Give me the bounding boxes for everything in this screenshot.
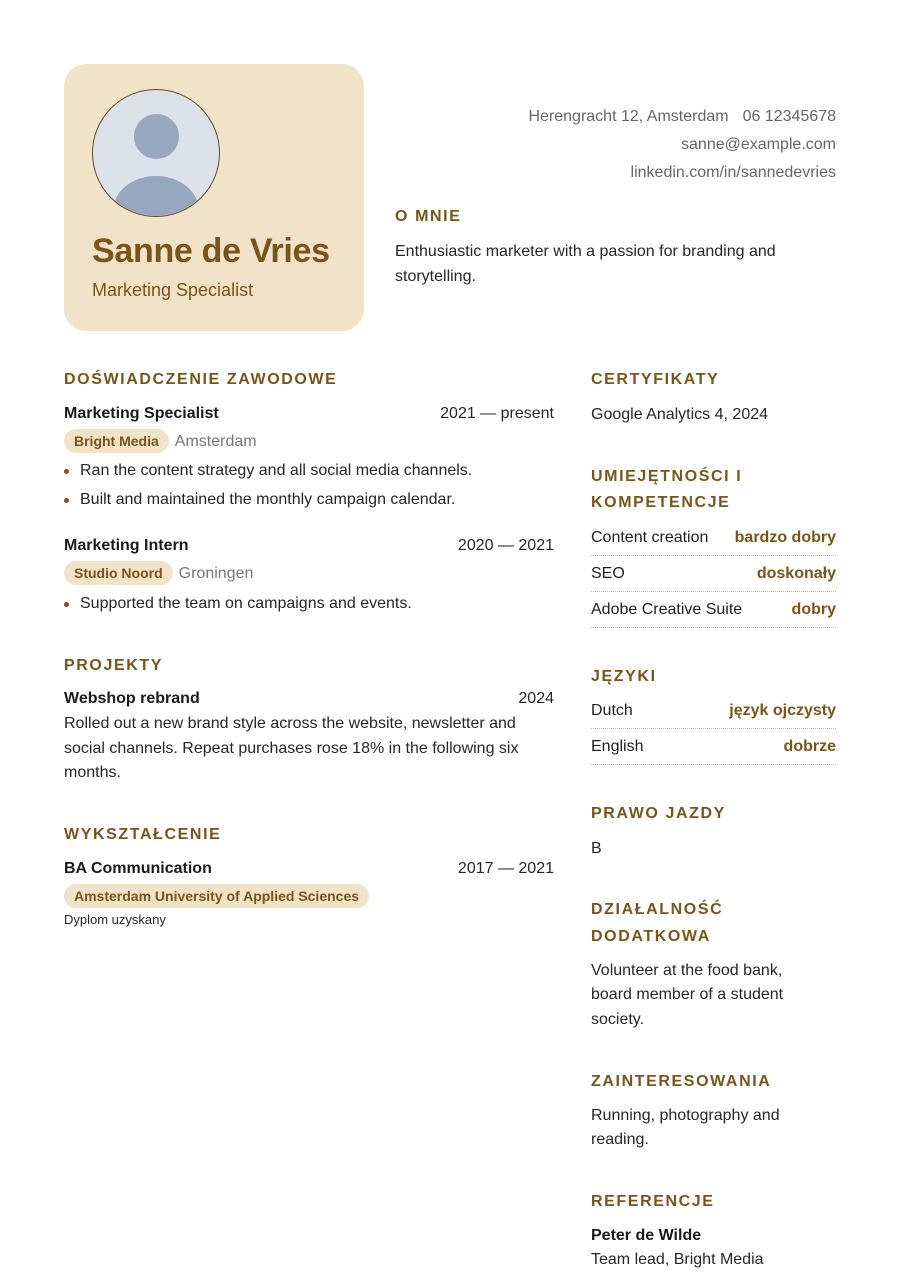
- phone: 06 12345678: [742, 108, 836, 125]
- candidate-name: Sanne de Vries: [92, 232, 330, 270]
- skill-name: Adobe Creative Suite: [591, 600, 743, 618]
- email[interactable]: sanne@example.com: [681, 136, 836, 153]
- job-location: Groningen: [178, 565, 254, 582]
- project-year: 2024: [518, 690, 554, 707]
- skill-level: dobry: [791, 600, 836, 618]
- avatar-body: [113, 176, 199, 217]
- language-row: [591, 693, 836, 729]
- project-desc-line: Rolled out a new brand style across the website, newsletter and: [64, 715, 516, 732]
- school-row: [64, 884, 369, 908]
- education-note: Dyplom uzyskany: [64, 912, 166, 927]
- activities-title-line: DODATKOWA: [591, 928, 711, 945]
- activities-line: society.: [591, 1011, 645, 1028]
- project-desc-line: months.: [64, 764, 121, 781]
- interests-title: ZAINTERESOWANIA: [591, 1073, 772, 1090]
- company-badge: Bright Media: [64, 429, 169, 453]
- job-dates: 2020 — 2021: [457, 537, 554, 554]
- about-text: Enthusiastic marketer with a passion for branding and storytelling.: [395, 243, 776, 285]
- language-level: język ojczysty: [729, 701, 836, 719]
- certificates-title: CERTYFIKATY: [591, 371, 720, 388]
- degree: BA Communication: [64, 860, 212, 877]
- job-dates: 2021 — present: [440, 405, 554, 422]
- skill-row: [591, 520, 836, 556]
- language-level: dobrze: [783, 737, 836, 755]
- skill-level: doskonały: [756, 564, 836, 582]
- job-company-row: [64, 429, 257, 453]
- skill-name: Content creation: [591, 528, 709, 546]
- languages-title: JĘZYKI: [591, 668, 657, 685]
- project-name: Webshop rebrand: [64, 690, 200, 707]
- certificate-item: Google Analytics 4, 2024: [591, 406, 769, 423]
- experience-title: DOŚWIADCZENIE ZAWODOWE: [64, 371, 338, 388]
- avatar-head: [134, 114, 179, 159]
- education-title: WYKSZTAŁCENIE: [64, 826, 222, 843]
- skill-name: SEO: [591, 564, 625, 582]
- contact-line-1: [528, 108, 836, 126]
- linkedin-link[interactable]: linkedin.com/in/sannedevries: [630, 164, 836, 181]
- job-bullet: Supported the team on campaigns and events.: [80, 593, 412, 615]
- language-row: [591, 729, 836, 765]
- projects-title: PROJEKTY: [64, 657, 164, 674]
- skill-level: bardzo dobry: [734, 528, 836, 546]
- job-bullet: Built and maintained the monthly campaign calendar.: [80, 489, 455, 511]
- skill-row: [591, 592, 836, 628]
- language-name: English: [591, 737, 644, 755]
- about-title: O MNIE: [395, 208, 462, 225]
- company-badge: Studio Noord: [64, 561, 173, 585]
- profile-card: [64, 64, 364, 331]
- avatar: [92, 89, 220, 217]
- candidate-role: Marketing Specialist: [92, 280, 254, 300]
- language-name: Dutch: [591, 701, 633, 719]
- activities-title-line: DZIAŁALNOŚĆ: [591, 901, 724, 918]
- reference-name: Peter de Wilde: [591, 1227, 702, 1244]
- education-dates: 2017 — 2021: [457, 860, 554, 877]
- skills-title-line: KOMPETENCJE: [591, 494, 731, 511]
- activities-line: board member of a student: [591, 986, 784, 1003]
- job-location: Amsterdam: [174, 433, 257, 450]
- school-badge: Amsterdam University of Applied Sciences: [64, 884, 369, 908]
- reference-role: Team lead, Bright Media: [591, 1251, 764, 1268]
- job-bullet: Ran the content strategy and all social media channels.: [80, 460, 472, 482]
- job-company-row: [64, 561, 253, 585]
- skills-title-line: UMIEJĘTNOŚCI I: [591, 468, 743, 485]
- address: Herengracht 12, Amsterdam: [528, 108, 729, 125]
- license-value: B: [591, 840, 602, 857]
- references-title: REFERENCJE: [591, 1193, 715, 1210]
- project-desc-line: social channels. Repeat purchases rose 18% in the following six: [64, 740, 519, 757]
- interests-line: Running, photography and: [591, 1107, 780, 1124]
- interests-line: reading.: [591, 1131, 649, 1148]
- job-position: Marketing Intern: [64, 537, 189, 554]
- license-title: PRAWO JAZDY: [591, 805, 726, 822]
- activities-line: Volunteer at the food bank,: [591, 962, 783, 979]
- skill-row: [591, 556, 836, 592]
- job-position: Marketing Specialist: [64, 405, 219, 422]
